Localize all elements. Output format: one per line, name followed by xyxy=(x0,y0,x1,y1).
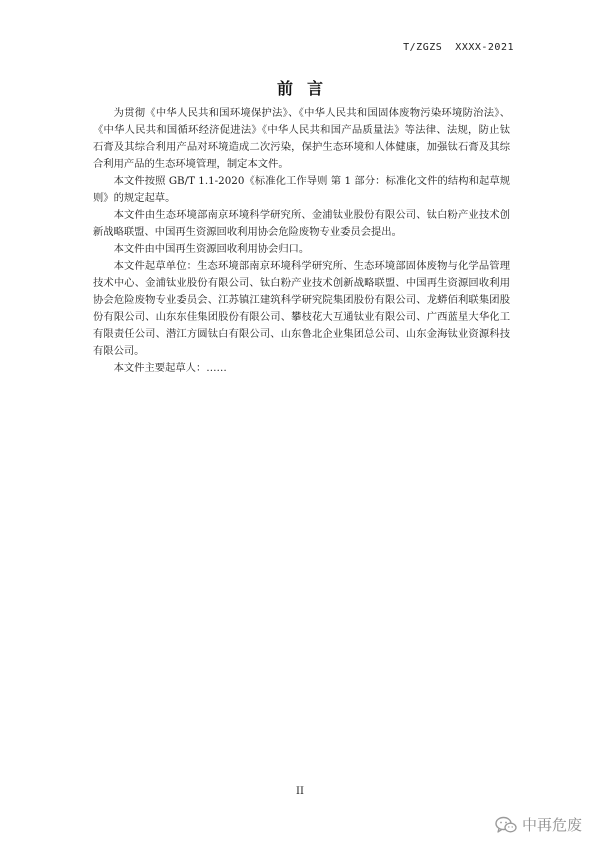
paragraph-proposer: 本文件由生态环境部南京环境科学研究所、金浦钛业股份有限公司、钛白粉产业技术创新战略联盟、中国再生资源回收利用协会危险废物专业委员会提出。 xyxy=(93,209,510,238)
page-title: 前言 xyxy=(276,79,337,98)
wechat-icon xyxy=(495,816,517,834)
paragraph-purpose: 为贯彻《中华人民共和国环境保护法》、《中华人民共和国固体废物污染环境防治法》、《中华人民共和国循环经济促进法》《中华人民共和国产品质量法》等法律、法规，防止钛石膏及其综合利用产品对环境造成二次污染，保护生态环境和人体健康，加强钛石膏及其综合利用产品的生态环境管理，制定本文件。 xyxy=(93,107,510,170)
page-number: II xyxy=(296,786,304,797)
document-body xyxy=(93,105,510,377)
paragraph-main-drafters: 本文件主要起草人：…… xyxy=(113,362,227,374)
paragraph-drafting-units: 本文件起草单位：生态环境部南京环境科学研究所、生态环境部固体废物与化学品管理技术中心、金浦钛业股份有限公司、钛白粉产业技术创新战略联盟、中国再生资源回收利用协会危险废物专业委员会、江苏镇江建筑科学研究院集团股份有限公司、龙蟒佰利联集团股份有限公司、山东东佳集团股份有限公司、攀枝花大互通钛业有限公司、广西蓝星大华化工有限责任公司、潜江方圆钛白有限公司、山东鲁北企业集团总公司、山东金海钛业资源科技有限公司。 xyxy=(93,260,510,357)
paragraph-drafting-rules: 本文件按照 GB/T 1.1-2020《标准化工作导则 第 1 部分：标准化文件的结构和起草规则》的规定起草。 xyxy=(93,175,510,204)
watermark-text: 中再危废 xyxy=(521,816,582,834)
paragraph-administrator: 本文件由中国再生资源回收利用协会归口。 xyxy=(113,243,310,255)
standard-number: T/ZGZS XXXX-2021 xyxy=(403,42,514,53)
watermark xyxy=(495,814,582,835)
